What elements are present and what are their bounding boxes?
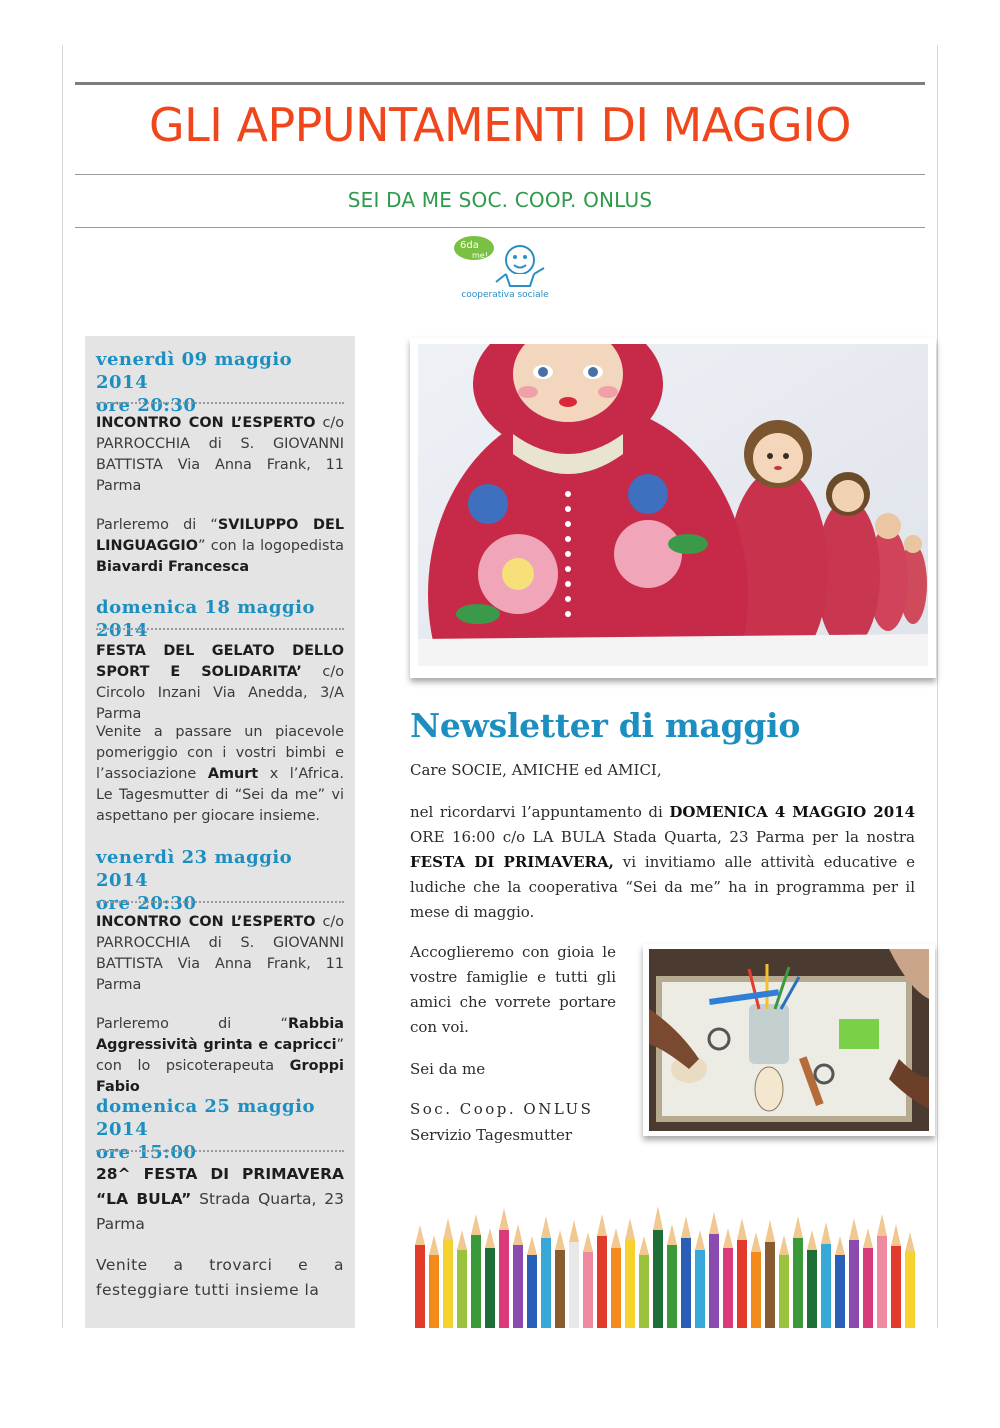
signature-line-2: Soc. Coop. ONLUS [410,1100,594,1118]
dotted-divider [96,1150,344,1152]
event-place-title: 28^ FESTA DI PRIMAVERA “LA BULA” [96,1165,344,1208]
event-place-address: Strada Quarta, 23 Parma [96,1190,345,1233]
event-place [96,912,344,996]
newsletter-text: nel ricordarvi l’appuntamento di [410,803,670,821]
event-topic: SVILUPPO DEL LINGUAGGIO [96,517,344,554]
event-desc-text: Venite a trovarci e a festeggiare tutti insieme la [96,1256,344,1299]
page-edge-left [62,45,63,1328]
divider-rule-2 [75,227,925,228]
event-speaker: Biavardi Francesca [96,559,250,575]
event-place-address: c/o PARROCCHIA di S. GIOVANNI BATTISTA Via Anna Frank, 11 Parma [96,914,345,993]
event-date-text: venerdì 09 maggio 2014 [96,349,293,393]
event-place [96,1162,344,1237]
event-date-text: domenica 18 maggio 2014 [96,597,315,641]
newsletter-welcome-text: Accoglieremo con gioia le vostre famiglie e tutti gli amici che vorrete portare con voi. [410,943,616,1036]
event-date [96,846,346,915]
event-desc-text: Parleremo di “ [96,517,218,533]
newsletter-event-highlight: FESTA DI PRIMAVERA, [410,853,614,871]
event-place-title: INCONTRO CON L’ESPERTO [96,415,316,431]
event-time-text: ore 20:30 [96,395,197,416]
dotted-divider [96,901,344,903]
event-time-text: ore 15:00 [96,1142,197,1163]
event-place [96,413,344,497]
event-desc-text: x l’Africa. Le Tagesmutter di “Sei da me” vi aspettano per giocare insieme. [96,766,344,824]
event-place [96,641,344,725]
nesting-dolls-photo [410,338,936,678]
event-date-text: venerdì 23 maggio 2014 [96,847,293,891]
event-desc-text: Parleremo di “ [96,1016,288,1032]
event-place-title: INCONTRO CON L’ESPERTO [96,914,316,930]
logo-caption: cooperativa sociale [461,290,549,300]
event-description [96,722,344,827]
event-description [96,515,344,578]
nesting-dolls-image [418,344,928,666]
newsletter-title: Newsletter di maggio [410,706,801,745]
dotted-divider [96,628,344,630]
crafting-activity-image [649,949,929,1131]
event-date [96,596,346,642]
svg-text:me!: me! [472,251,488,260]
page-subtitle: SEI DA ME SOC. COOP. ONLUS [347,188,653,212]
event-place-address: c/o PARROCCHIA di S. GIOVANNI BATTISTA Via Anna Frank, 11 Parma [96,415,345,494]
signature-line-1: Sei da me [410,1060,486,1078]
crafting-activity-photo [643,944,935,1136]
event-date [96,348,346,417]
signature-line-3: Servizio Tagesmutter [410,1126,573,1144]
newsletter-greeting: Care SOCIE, AMICHE ed AMICI, [410,761,662,779]
logo-mark-icon [448,234,562,292]
event-date [96,1095,346,1164]
cooperative-logo [448,234,562,310]
svg-text:6da: 6da [460,240,479,251]
newsletter-text: vi invitiamo alle attività educative e ludiche che la cooperativa “Sei da me” ha in programma per il mese di maggio. [410,853,915,921]
event-desc-text: ” con lo psicoterapeuta [96,1037,344,1074]
event-partner: Amurt [207,766,259,782]
event-description [96,1014,344,1098]
colored-pencils-image [410,1200,916,1328]
page-edge-right [937,45,938,1328]
event-date-text: domenica 25 maggio 2014 [96,1096,315,1140]
event-speaker: Groppi Fabio [96,1058,344,1095]
top-rule [75,82,925,85]
event-topic: Rabbia Aggressività grinta e capricci [96,1016,344,1053]
newsletter-date-highlight: DOMENICA 4 MAGGIO 2014 [669,803,916,821]
newsletter-text: ORE 16:00 c/o LA BULA Stada Quarta, 23 Parma per la nostra [410,828,915,846]
event-place-title: FESTA DEL GELATO DELLO SPORT E SOLIDARITA’ [96,643,344,680]
page-title: GLI APPUNTAMENTI DI MAGGIO [149,98,851,152]
divider-rule [75,174,925,175]
event-description [96,1253,344,1303]
event-place-address: c/o Circolo Inzani Via Anedda, 3/A Parma [96,664,344,722]
event-time-text: ore 20:30 [96,893,197,914]
event-desc-text: Venite a passare un piacevole pomeriggio con i vostri bimbi e l’associazione [96,724,344,782]
event-desc-text: ” con la logopedista [197,538,344,554]
newsletter-paragraph [410,800,915,925]
dotted-divider [96,402,344,404]
